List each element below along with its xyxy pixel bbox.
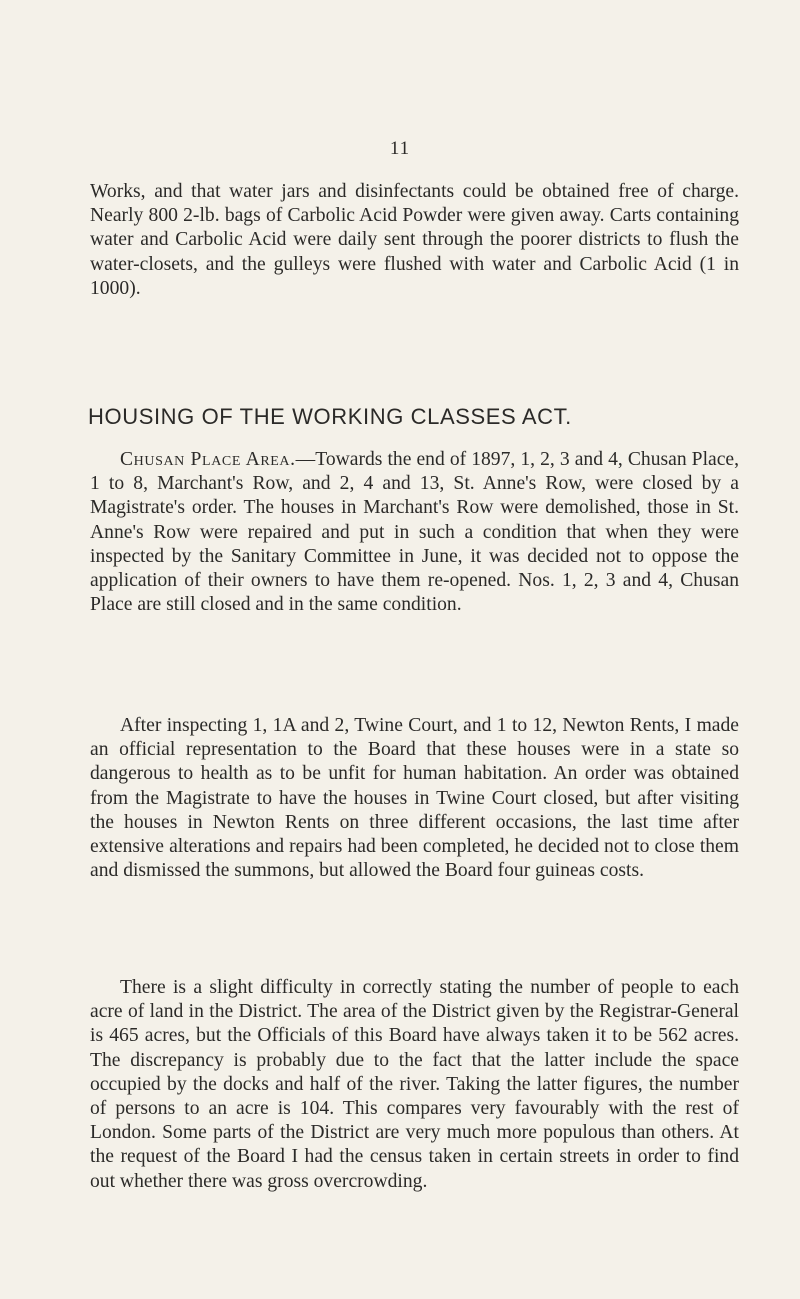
paragraph-text: There is a slight difficulty in correctly stating the number of people to each acre of land in the District. The area of the District given by the Registrar-General is 465 acres, but the Officials of this Board have always taken it to be 562 acres. The discrepancy is probably due to the fact that the latter include the space occupied by the docks and half of the river. Taking the latter figures, the number of persons to an acre is 104. This compares very favourably with the rest of London. Some parts of the District are very much more populous than others. At the request of the Board I had the census taken in certain streets in order to find out whether there was gross overcrowding. [90,977,739,1192]
intro-text: Works, and that water jars and disinfectants could be obtained free of charge. Nearly 800 2-lb. bags of Carbolic Acid Powder were given away. Carts containing water and Carbolic Acid were daily sent through the poorer districts to flush the water-closets, and the gulleys were flushed with water and Carbolic Acid (1 in 1000). [90,181,739,299]
paragraph-lead: Chusan Place Area. [120,449,296,470]
paragraph-text: After inspecting 1, 1A and 2, Twine Court, and 1 to 12, Newton Rents, I made an official representation to the Board that these houses were in a state so dangerous to health as to be unfit for human habitation. An order was obtained from the Magistrate to have the houses in Twine Court closed, but after visiting the houses in Newton Rents on three different occasions, the last time after extensive alterations and repairs had been completed, he decided not to close them and dismissed the summons, but allowed the Board four guineas costs. [90,715,739,882]
paragraph-acreage [90,976,739,1194]
paragraph-chusan-place [90,448,739,617]
paragraph-text: —Towards the end of 1897, 1, 2, 3 and 4, Chusan Place, 1 to 8, Marchant's Row, and 2, 4 and 13, St. Anne's Row, were closed by a Magistrate's order. The houses in Marchant's Row were demolished, those in St. Anne's Row were repaired and put in such a condition that when they were inspected by the Sanitary Committee in June, it was decided not to oppose the application of their owners to have them re-opened. Nos. 1, 2, 3 and 4, Chusan Place are still closed and in the same condition. [90,449,739,616]
page-number: 11 [389,138,411,159]
paragraph-twine-court [90,714,739,883]
intro-paragraph [90,180,739,301]
section-heading: HOUSING OF THE WORKING CLASSES ACT. [88,404,572,430]
